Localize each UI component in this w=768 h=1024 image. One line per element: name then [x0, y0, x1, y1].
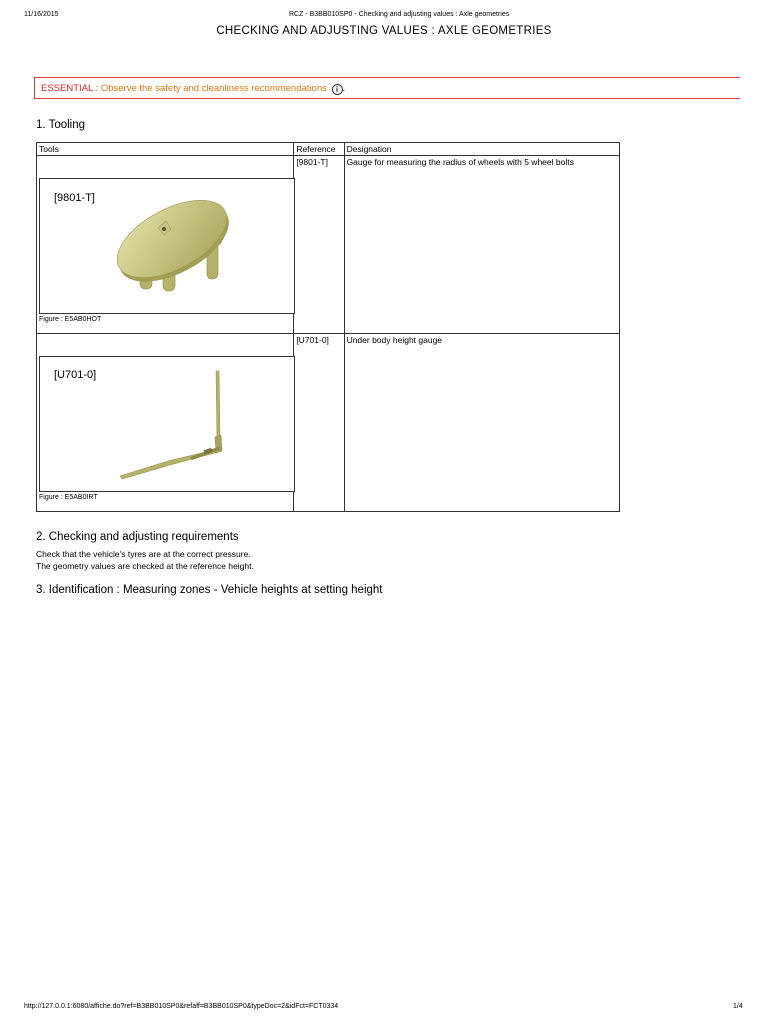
section-tooling-heading: 1. Tooling — [36, 119, 86, 131]
tool-figure-u7010 — [39, 356, 295, 492]
page-number: 1/4 — [733, 1003, 743, 1010]
requirements-line-1: Check that the vehicle's tyres are at the correct pressure. — [36, 549, 251, 559]
table-row — [37, 156, 620, 334]
section-identification-heading: 3. Identification : Measuring zones - Vehicle heights at setting height — [36, 584, 383, 596]
tool-figure-9801t — [39, 178, 295, 314]
reference-cell: [U701-0] — [294, 334, 344, 512]
section-requirements-heading: 2. Checking and adjusting requirements — [36, 531, 239, 543]
figure-label: [9801-T] — [54, 192, 95, 204]
height-gauge-illustration — [40, 357, 294, 491]
table-header-row — [37, 143, 620, 156]
essential-notice — [34, 77, 740, 99]
tools-table — [36, 142, 620, 512]
essential-suffix: . — [342, 83, 346, 94]
footer-url[interactable]: http://127.0.0.1:6080/affiche.do?ref=B3BB010SP0&refaff=B3BB010SP0&typeDoc=2&idFct=FCT0334 — [24, 1003, 339, 1010]
wheel-gauge-illustration — [40, 179, 294, 313]
header-designation: Designation — [344, 143, 619, 156]
document-title: CHECKING AND ADJUSTING VALUES : AXLE GEOMETRIES — [216, 25, 552, 37]
figure-label: [U701-0] — [54, 369, 97, 381]
reference-cell: [9801-T] — [294, 156, 344, 334]
essential-label: ESSENTIAL : — [41, 83, 99, 94]
tool-figure-cell — [37, 334, 294, 512]
requirements-line-2: The geometry values are checked at the reference height. — [36, 561, 254, 571]
figure-caption: Figure : E5AB0HOT — [39, 316, 102, 323]
info-icon[interactable]: i — [332, 84, 343, 95]
print-header-title: RCZ - B3BB010SP0 - Checking and adjusting values : Axle geometries — [289, 11, 510, 18]
tool-figure-cell — [37, 156, 294, 334]
table-row — [37, 334, 620, 512]
figure-caption: Figure : E5AB0IRT — [39, 494, 98, 501]
essential-text: Observe the safety and cleanliness recommendations — [100, 83, 327, 94]
print-date: 11/16/2015 — [24, 11, 59, 18]
designation-cell: Under body height gauge — [344, 334, 619, 512]
header-tools: Tools — [37, 143, 294, 156]
designation-cell: Gauge for measuring the radius of wheels with 5 wheel bolts — [344, 156, 619, 334]
header-reference: Reference — [294, 143, 344, 156]
